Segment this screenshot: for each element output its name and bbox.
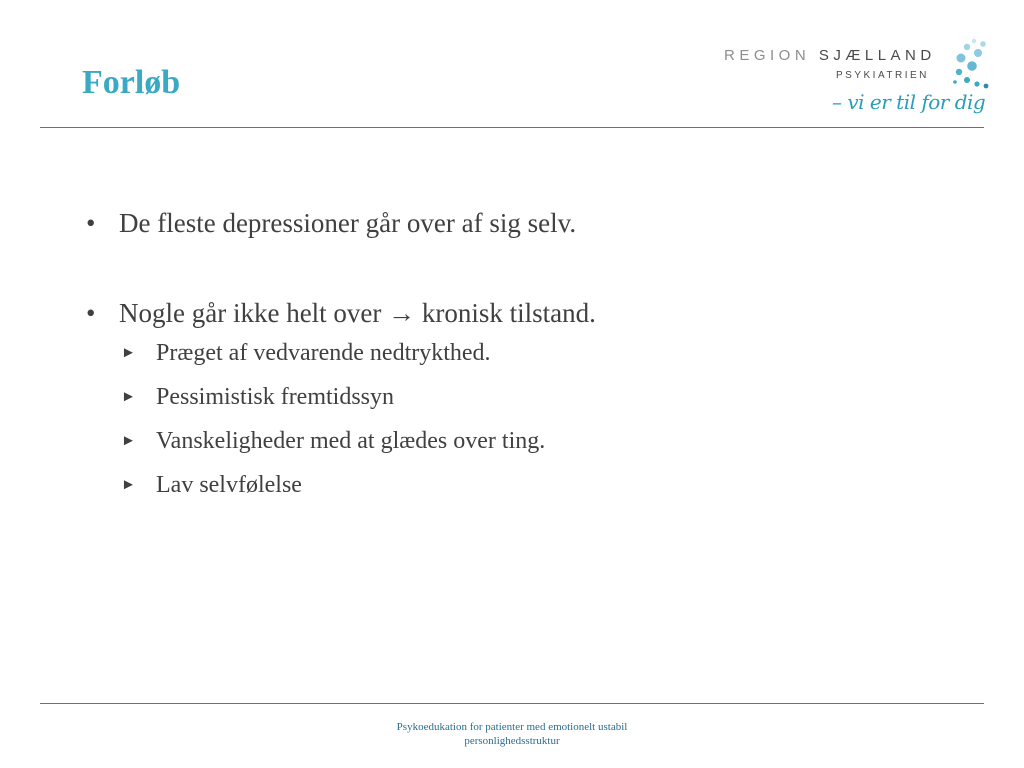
sub-bullet-item xyxy=(86,470,966,500)
triangle-bullet-icon: ► xyxy=(121,345,136,361)
bullet-text: De fleste depressioner går over af sig selv. xyxy=(119,208,577,238)
region-sjaelland-logo xyxy=(720,36,990,128)
bullet-item xyxy=(86,294,966,332)
logo-psykiatrien-text: PSYKIATRIEN xyxy=(836,70,929,81)
bullet-text: Nogle går ikke helt over → kronisk tilstand. xyxy=(119,298,596,328)
logo-sjaelland-text: SJÆLLAND xyxy=(818,47,936,64)
sub-bullet-list xyxy=(86,338,966,500)
footer-line-1: Psykoedukation for patienter med emotionelt ustabil xyxy=(396,721,628,733)
sub-bullet-text: Pessimistisk fremtidssyn xyxy=(156,384,395,410)
sub-bullet-text: Lav selvfølelse xyxy=(156,472,302,498)
logo-dots-icon xyxy=(948,36,992,94)
title-divider xyxy=(40,127,984,128)
slide-title: Forløb xyxy=(82,64,181,101)
bullet-marker: • xyxy=(86,208,96,238)
triangle-bullet-icon: ► xyxy=(121,389,136,405)
logo-region-text: REGION xyxy=(724,47,811,64)
sub-bullet-item xyxy=(86,426,966,456)
footer-divider xyxy=(40,703,984,704)
bullet-item xyxy=(86,204,966,242)
sub-bullet-text: Vanskeligheder med at glædes over ting. xyxy=(156,428,546,454)
triangle-bullet-icon: ► xyxy=(121,477,136,493)
bullet-marker: • xyxy=(86,298,96,328)
triangle-bullet-icon: ► xyxy=(121,433,136,449)
footer-line-2: personlighedsstruktur xyxy=(464,735,560,747)
slide-content xyxy=(86,204,966,514)
sub-bullet-item xyxy=(86,382,966,412)
logo-wordmark xyxy=(724,47,936,64)
sub-bullet-text: Præget af vedvarende nedtrykthed. xyxy=(156,340,491,366)
logo-tagline: – vi er til for dig xyxy=(832,90,986,114)
sub-bullet-item xyxy=(86,338,966,368)
slide-footer xyxy=(300,720,724,748)
